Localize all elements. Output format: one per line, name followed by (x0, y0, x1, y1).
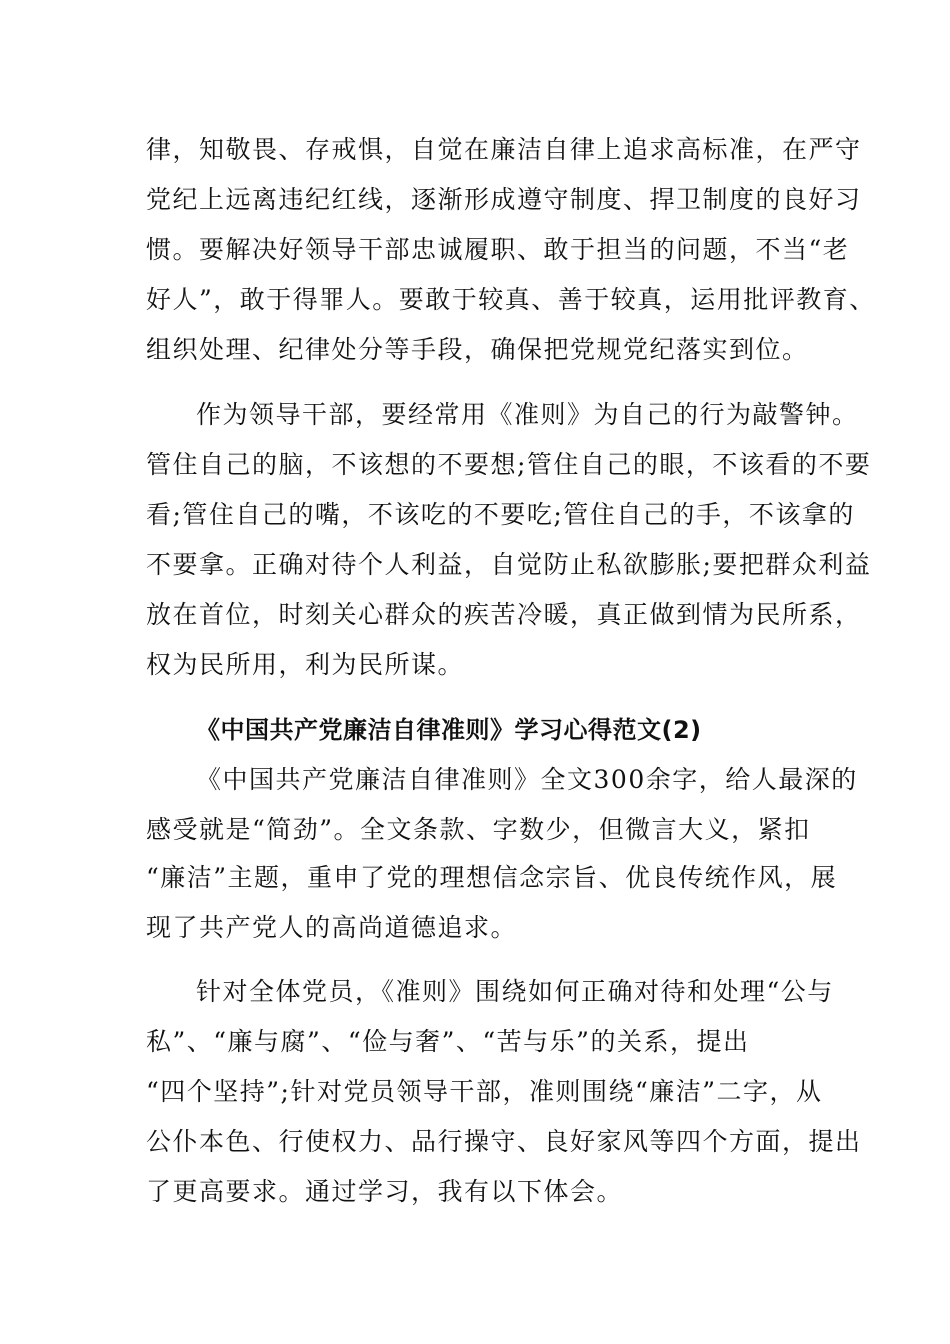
paragraph-2-line-5: 放在首位，时刻关心群众的疾苦冷暖，真正做到情为民所系， (146, 600, 862, 629)
paragraph-3-line-3: “廉洁”主题，重申了党的理想信念宗旨、优良传统作风，展 (146, 863, 838, 892)
paragraph-1-line-4: 好人”，敢于得罪人。要敢于较真、善于较真，运用批评教育、 (146, 285, 876, 314)
section-heading: 《中国共产党廉洁自律准则》学习心得范文(2) (196, 716, 702, 744)
paragraph-3-line-1: 《中国共产党廉洁自律准则》全文300余字，给人最深的 (196, 765, 858, 794)
paragraph-4-line-2: 私”、“廉与腐”、“俭与奢”、“苦与乐”的关系，提出 (146, 1027, 750, 1056)
paragraph-1-line-2: 党纪上远离违纪红线，逐渐形成遵守制度、捍卫制度的良好习 (146, 185, 862, 214)
paragraph-4-line-3: “四个坚持”;针对党员领导干部，准则围绕“廉洁”二字，从 (146, 1077, 823, 1106)
paragraph-2-line-3: 看;管住自己的嘴，不该吃的不要吃;管住自己的手，不该拿的 (146, 500, 855, 529)
paragraph-1-line-3: 惯。要解决好领导干部忠诚履职、敢于担当的问题，不当“老 (146, 235, 850, 264)
paragraph-4-line-4: 公仆本色、行使权力、品行操守、良好家风等四个方面，提出 (146, 1127, 862, 1156)
paragraph-1-line-1: 律，知敬畏、存戒惧，自觉在廉洁自律上追求高标准，在严守 (146, 135, 862, 164)
paragraph-2-line-1: 作为领导干部，要经常用《准则》为自己的行为敲警钟。 (196, 400, 859, 429)
paragraph-1-line-5: 组织处理、纪律处分等手段，确保把党规党纪落实到位。 (146, 335, 809, 364)
paragraph-2-line-6: 权为民所用，利为民所谋。 (146, 650, 465, 679)
paragraph-3-line-2: 感受就是“简劲”。全文条款、字数少，但微言大义，紧扣 (146, 815, 811, 844)
paragraph-4-line-1: 针对全体党员，《准则》围绕如何正确对待和处理“公与 (196, 977, 834, 1006)
paragraph-2-line-4: 不要拿。正确对待个人利益，自觉防止私欲膨胀;要把群众利益 (146, 550, 872, 579)
paragraph-3-line-4: 现了共产党人的高尚道德追求。 (146, 913, 518, 942)
paragraph-2-line-2: 管住自己的脑，不该想的不要想;管住自己的眼，不该看的不要 (146, 450, 872, 479)
paragraph-4-line-5: 了更高要求。通过学习，我有以下体会。 (146, 1177, 624, 1206)
